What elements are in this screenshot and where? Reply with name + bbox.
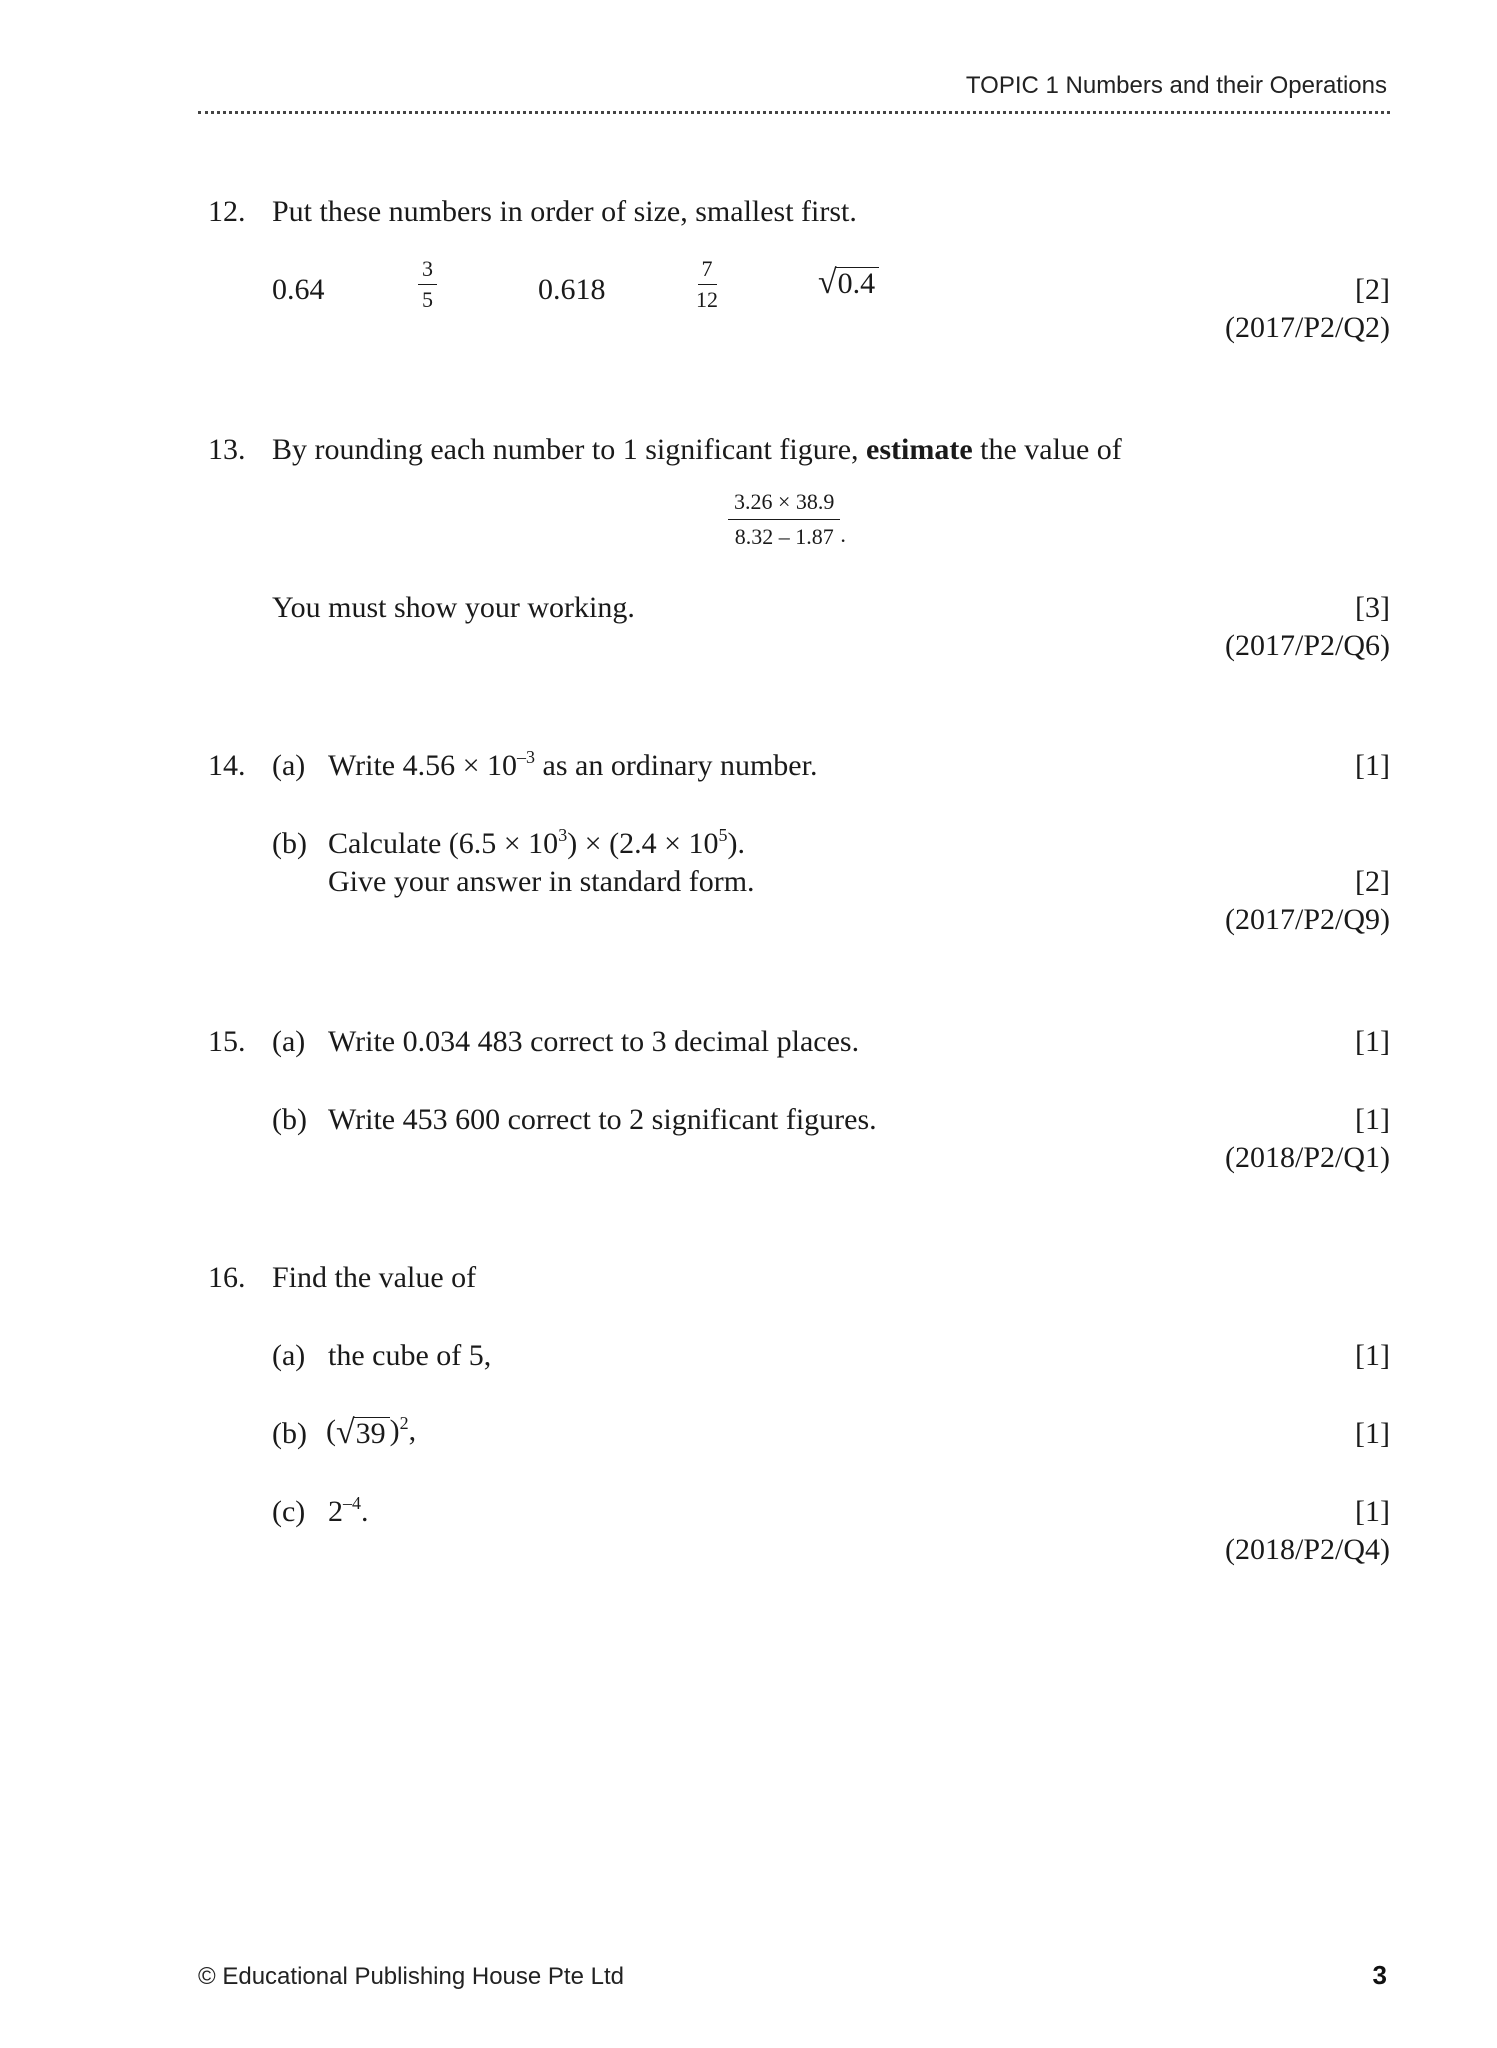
q14-b-exponent-2: 5	[718, 825, 728, 845]
running-header: TOPIC 1 Numbers and their Operations	[965, 72, 1387, 99]
q14-b-marks: [2]	[1355, 865, 1390, 898]
q14-source: (2017/P2/Q9)	[1225, 903, 1390, 936]
q15-number: 15.	[208, 1025, 246, 1058]
q14-b-text-1: Calculate (6.5 × 10	[328, 827, 559, 860]
q16-b-expression	[326, 1412, 416, 1450]
footer-copyright: © Educational Publishing House Pte Ltd	[198, 1963, 624, 1990]
q13-fraction-end: .	[840, 522, 846, 547]
q16-b-open-paren: (	[326, 1414, 336, 1447]
q13-text-start: By rounding each number to 1 significant figure,	[272, 433, 867, 466]
q16-a-marks: [1]	[1355, 1339, 1390, 1372]
q13-source: (2017/P2/Q6)	[1225, 629, 1390, 662]
q15-a-text: Write 0.034 483 correct to 3 decimal places.	[328, 1025, 860, 1058]
q14-a-exponent: –3	[517, 747, 536, 767]
q16-a-label: (a)	[272, 1339, 306, 1372]
q14-a-text-1: Write 4.56 × 10	[328, 749, 518, 782]
q13-marks: [3]	[1355, 591, 1390, 624]
q14-b-text-3: ).	[727, 827, 746, 860]
sqrt-icon: √	[336, 1414, 355, 1451]
q12-fraction-3-5	[418, 256, 437, 313]
q16-c-base: 2	[328, 1495, 343, 1528]
q14-a-text	[328, 748, 817, 784]
q12-marks: [2]	[1355, 273, 1390, 306]
q13-expression	[728, 488, 846, 551]
q14-b-line2: Give your answer in standard form.	[328, 865, 755, 898]
q13-working: You must show your working.	[272, 591, 635, 624]
q14-b-text	[328, 826, 745, 862]
q14-b-exponent-1: 3	[558, 825, 568, 845]
q12-text: Put these numbers in order of size, smallest first.	[272, 195, 857, 228]
q15-b-label: (b)	[272, 1103, 307, 1136]
sqrt-radicand: 0.4	[836, 267, 880, 300]
fraction-numerator: 3.26 × 38.9	[728, 488, 840, 520]
header-divider	[198, 111, 1390, 114]
q16-c-marks: [1]	[1355, 1495, 1390, 1528]
q13-text-bold: estimate	[866, 433, 973, 466]
q15-b-text: Write 453 600 correct to 2 significant figures.	[328, 1103, 877, 1136]
q16-a-text: the cube of 5,	[328, 1339, 492, 1372]
q12-fraction-7-12	[696, 256, 718, 313]
q14-a-marks: [1]	[1355, 749, 1390, 782]
q16-c-label: (c)	[272, 1495, 306, 1528]
q15-b-marks: [1]	[1355, 1103, 1390, 1136]
q13-text	[272, 432, 1122, 468]
fraction-denominator: 8.32 – 1.87	[734, 524, 834, 549]
fraction-denominator: 5	[422, 287, 433, 312]
q16-c-text	[328, 1494, 369, 1530]
q13-fraction	[728, 488, 840, 551]
q16-b-sqrt	[336, 1416, 390, 1450]
q15-a-marks: [1]	[1355, 1025, 1390, 1058]
fraction-numerator: 3	[418, 256, 437, 285]
q16-number: 16.	[208, 1261, 246, 1294]
q14-a-label: (a)	[272, 749, 306, 782]
sqrt-icon: √	[818, 264, 837, 301]
q12-value-1: 0.64	[272, 273, 325, 306]
q16-b-marks: [1]	[1355, 1417, 1390, 1450]
page-number: 3	[1372, 1960, 1387, 1990]
sqrt-radicand: 39	[354, 1417, 390, 1450]
q14-b-text-2: ) × (2.4 × 10	[567, 827, 719, 860]
fraction-denominator: 12	[696, 287, 718, 312]
q15-a-label: (a)	[272, 1025, 306, 1058]
q16-source: (2018/P2/Q4)	[1225, 1533, 1390, 1566]
q16-b-close-paren: )	[389, 1414, 400, 1447]
q13-number: 13.	[208, 433, 246, 466]
q15-source: (2018/P2/Q1)	[1225, 1141, 1390, 1174]
q14-a-text-2: as an ordinary number.	[535, 749, 818, 782]
q16-text: Find the value of	[272, 1261, 477, 1294]
q13-text-end: the value of	[972, 433, 1122, 466]
q12-source: (2017/P2/Q2)	[1225, 311, 1390, 344]
q12-sqrt	[818, 266, 879, 300]
q16-c-end: .	[361, 1495, 369, 1528]
q12-number: 12.	[208, 195, 246, 228]
fraction-numerator: 7	[698, 256, 717, 285]
q16-b-comma: ,	[408, 1414, 417, 1447]
q14-b-label: (b)	[272, 827, 307, 860]
q16-b-label: (b)	[272, 1417, 307, 1450]
q12-value-2: 0.618	[538, 273, 606, 306]
q14-number: 14.	[208, 749, 246, 782]
q16-b-exponent: 2	[399, 1413, 409, 1433]
q16-c-exponent: –4	[343, 1493, 361, 1513]
